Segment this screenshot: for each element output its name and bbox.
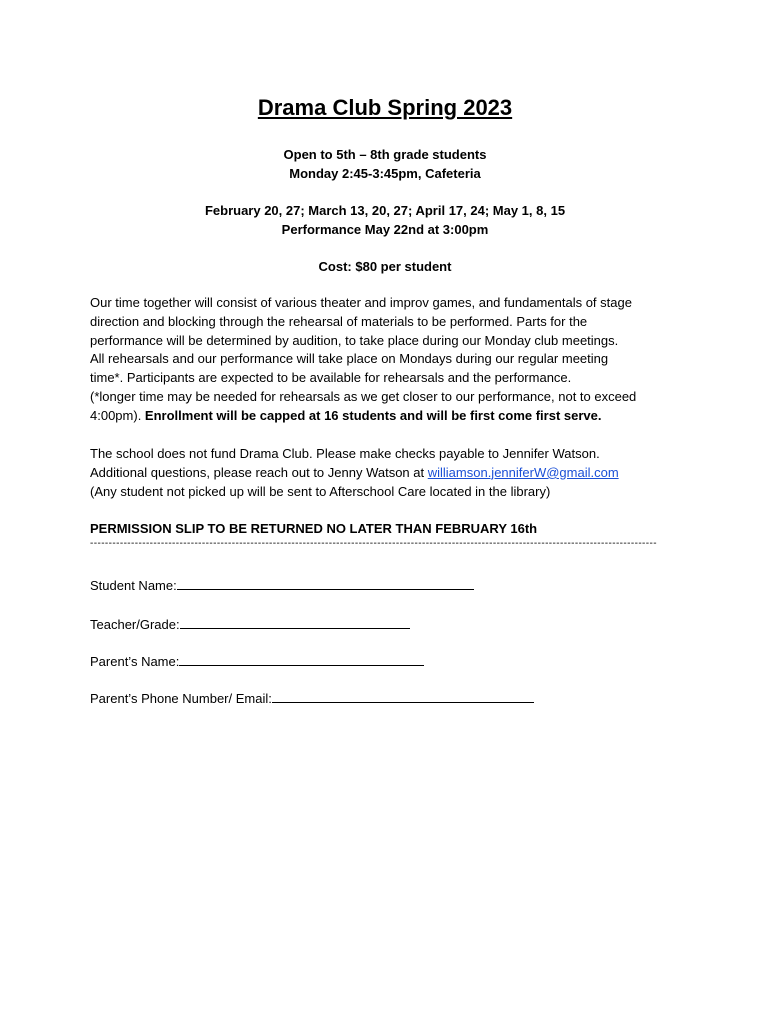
teacher-grade-blank[interactable] bbox=[180, 615, 410, 629]
description-line bbox=[90, 407, 690, 426]
description-line: performance will be determined by audition, to take place during our Monday club meetings. bbox=[90, 332, 619, 348]
parent-contact-field bbox=[90, 689, 534, 708]
dates-block bbox=[0, 201, 770, 239]
permission-notice: PERMISSION SLIP TO BE RETURNED NO LATER THAN FEBRUARY 16th bbox=[90, 521, 538, 536]
enrollment-notice: Enrollment will be capped at 16 students and will be first come first serve. bbox=[144, 407, 602, 423]
parent-name-blank[interactable] bbox=[179, 652, 424, 666]
description-line: All rehearsals and our performance will take place on Mondays during our regular meeting bbox=[90, 351, 609, 367]
description-paragraph bbox=[90, 294, 690, 426]
performance-text: Performance May 22nd at 3:00pm bbox=[281, 222, 489, 237]
cost-text: Cost: $80 per student bbox=[318, 259, 452, 274]
eligibility-text: Open to 5th – 8th grade students bbox=[283, 147, 487, 162]
schedule-text: Monday 2:45-3:45pm, Cafeteria bbox=[289, 166, 481, 181]
parent-name-field bbox=[90, 652, 424, 671]
parent-name-label: Parent’s Name: bbox=[90, 654, 180, 669]
contact-line-start: Additional questions, please reach out to Jenny Watson at bbox=[90, 464, 428, 480]
parent-contact-blank[interactable] bbox=[272, 689, 534, 703]
description-line: Our time together will consist of various theater and improv games, and fundamentals of stage bbox=[90, 295, 632, 310]
student-name-blank[interactable] bbox=[177, 576, 474, 590]
description-line-start: 4:00pm). bbox=[90, 407, 145, 423]
parent-contact-label: Parent’s Phone Number/ Email: bbox=[90, 691, 272, 706]
contact-line: (Any student not picked up will be sent to Afterschool Care located in the library) bbox=[90, 483, 551, 499]
student-name-field bbox=[90, 576, 474, 595]
description-line: time*. Participants are expected to be available for rehearsals and the performance. bbox=[90, 370, 572, 386]
teacher-grade-field bbox=[90, 615, 410, 634]
cost-block bbox=[0, 257, 770, 276]
student-name-label: Student Name: bbox=[90, 578, 177, 593]
dates-text: February 20, 27; March 13, 20, 27; April 17, 24; May 1, 8, 15 bbox=[204, 203, 566, 218]
contact-paragraph bbox=[90, 445, 690, 501]
teacher-grade-label: Teacher/Grade: bbox=[90, 617, 180, 632]
cut-line: -------------------------------------------------------------------------------------------------------------------------------------------------------- bbox=[90, 539, 657, 549]
contact-line bbox=[90, 464, 690, 483]
email-link[interactable]: williamson.jenniferW@gmail.com bbox=[427, 464, 619, 480]
eligibility-block bbox=[0, 145, 770, 183]
description-line: direction and blocking through the rehearsal of materials to be performed. Parts for the bbox=[90, 313, 588, 329]
page-title: Drama Club Spring 2023 bbox=[257, 95, 513, 120]
contact-line: The school does not fund Drama Club. Please make checks payable to Jennifer Watson. bbox=[90, 446, 600, 461]
description-line: (*longer time may be needed for rehearsals as we get closer to our performance, not to exceed bbox=[90, 388, 637, 404]
